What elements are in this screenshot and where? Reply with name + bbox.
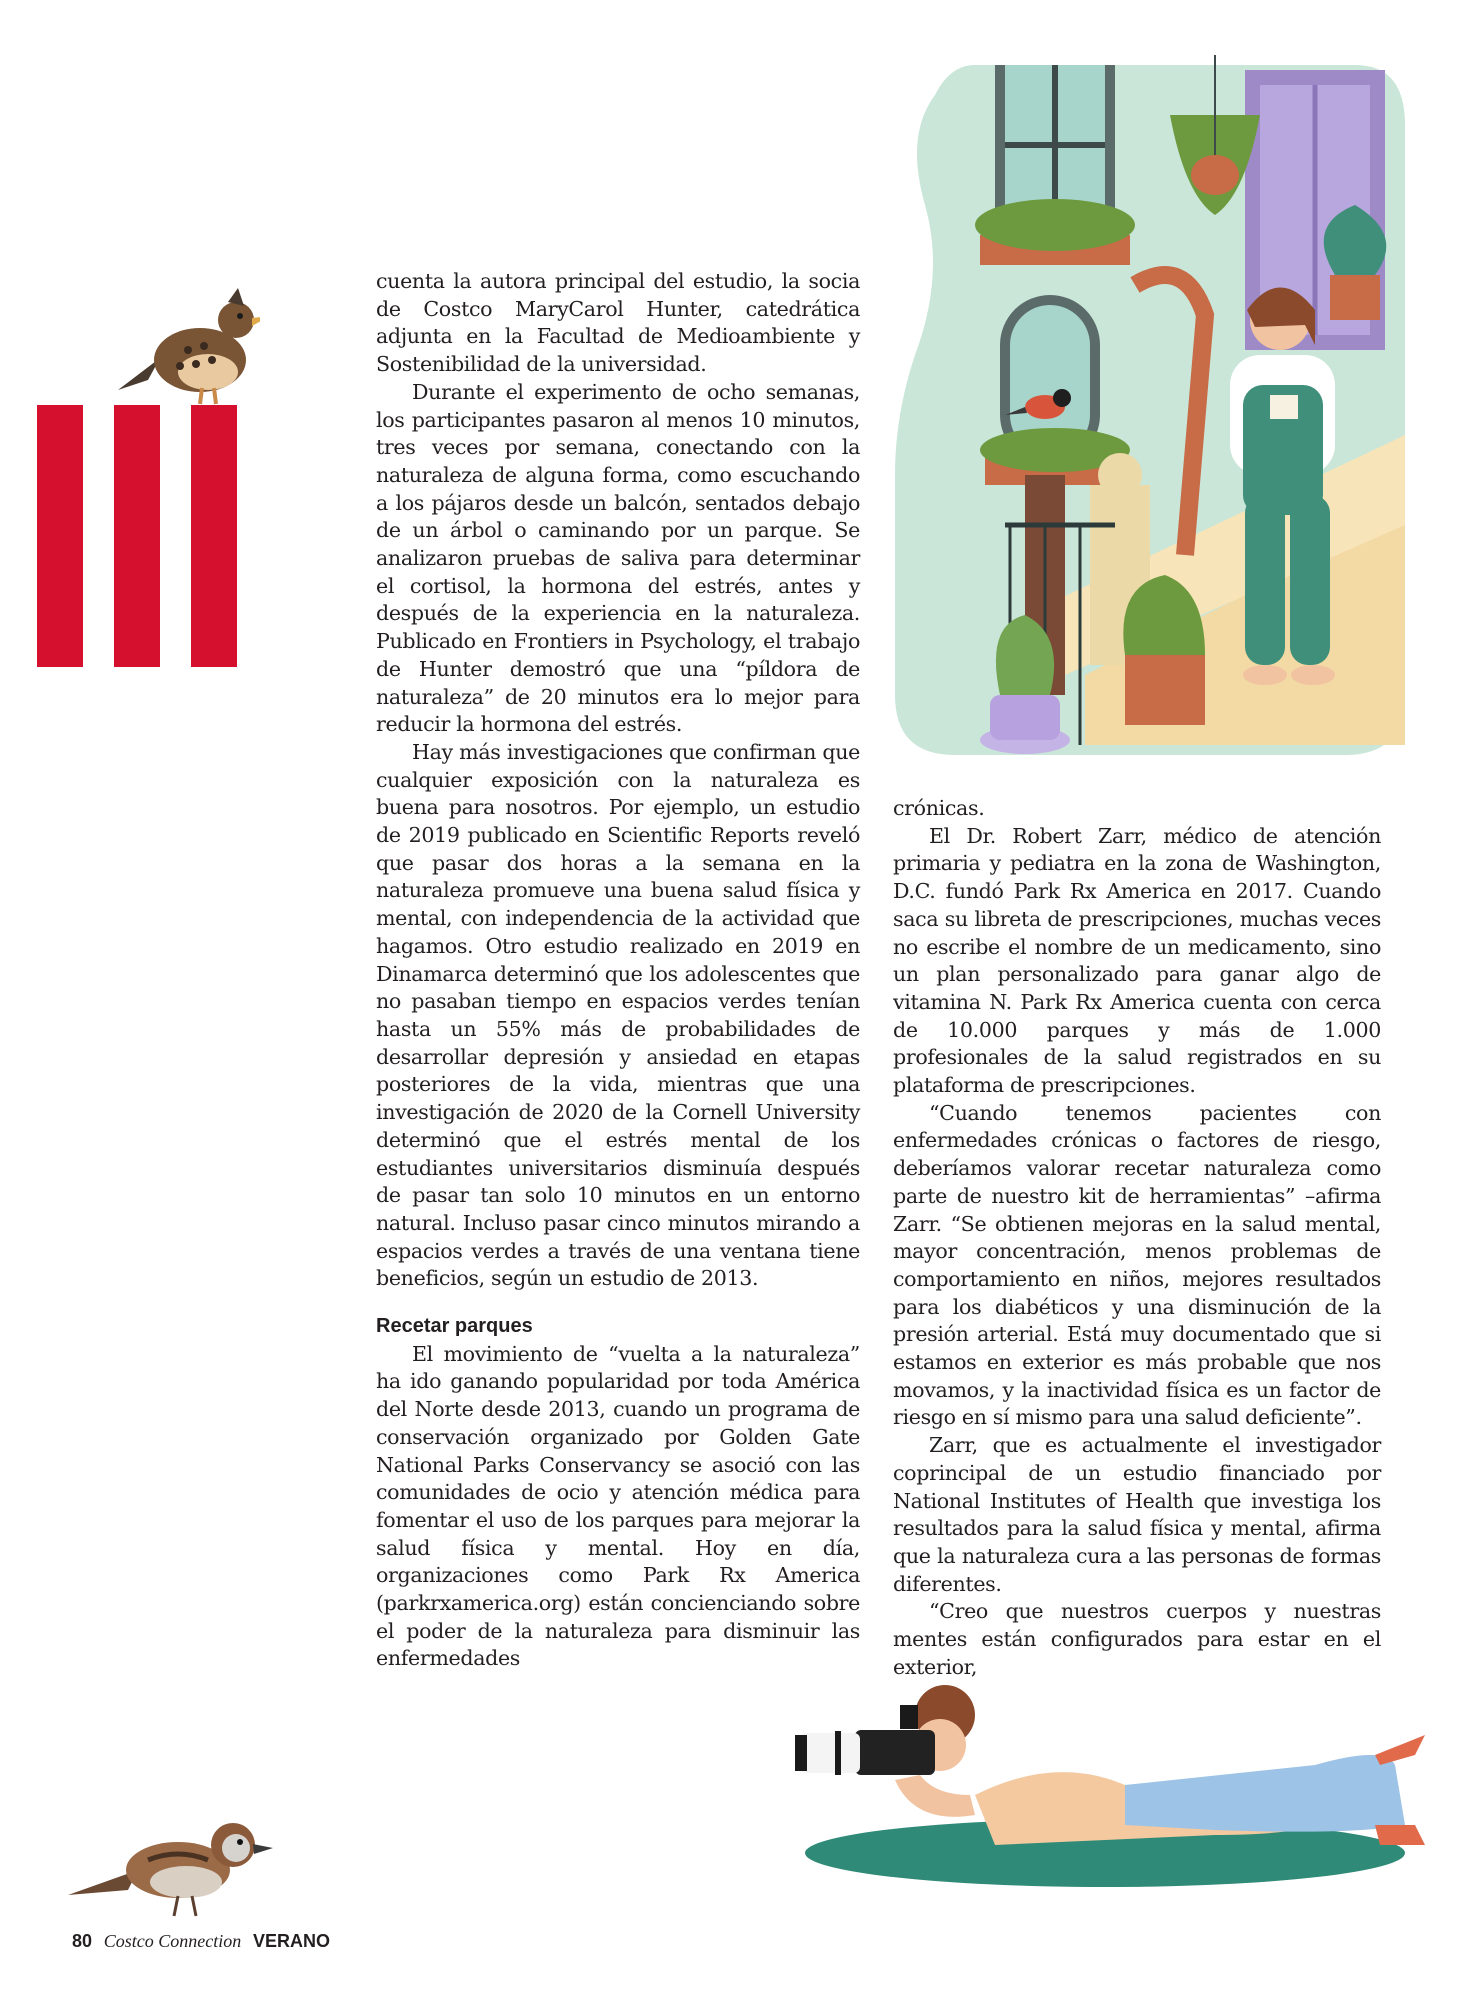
paragraph: crónicas. (893, 796, 985, 820)
paragraph: El Dr. Robert Zarr, médico de atención primaria y pediatra en la zona de Washington, D.C. fundó Park Rx America en 2017. Cuando saca su libreta de prescripciones, muchas veces no escribe el nombre de un medicamento, sino un plan personalizado para ganar algo de vitamina N. Park Rx America cuenta con cerca de 10.000 parques y más de 1.000 profesionales de la salud registrados en su plataforma de prescripciones. (893, 823, 1381, 1098)
red-stripes-bird-illustration (0, 280, 260, 680)
page-footer (72, 1930, 330, 1953)
sparrow-bird-icon (68, 1823, 273, 1916)
lark-bird-icon (118, 288, 260, 404)
page-number: 80 (72, 1931, 93, 1951)
photographer-illustration (795, 1685, 1425, 1895)
paragraph: El movimiento de “vuelta a la naturaleza” ha ido ganando popularidad por toda América del Norte desde 2013, cuando un programa de conservación organizado por Golden Gate National Parks Conservancy se asoció con las comunidades de ocio y atención médica para fomentar el uso de los parques para mejorar la salud física y mental. Hoy en día, organizaciones como Park Rx America (parkrxamerica.org) están concienciando sobre el poder de la naturaleza para disminuir las enfermedades (376, 1341, 860, 1671)
paragraph: Hay más investigaciones que confirman que cualquier exposición con la naturaleza es buena para nosotros. Por ejemplo, un estudio de 2019 publicado en Scientific Reports reveló que pasar dos horas a la semana en la naturaleza promueve una buena salud física y mental, con independencia de la actividad que hagamos. Otro estudio realizado en 2019 en Dinamarca determinó que los adolescentes que no pasaban tiempo en espacios verdes tenían hasta un 55% más de probabilidades de desarrollar depresión y ansiedad en etapas posteriores de la vida, mientras que una investigación de 2020 de la Cornell University determinó que el estrés mental de los estudiantes universitarios disminuía después de pasar tan solo 10 minutos en un entorno natural. Incluso pasar cinco minutos mirando a espacios verdes a través de una ventana tiene beneficios, según un estudio de 2013. (376, 739, 860, 1291)
article-column-right (893, 795, 1381, 1682)
section-name: VERANO (253, 1931, 331, 1951)
paragraph: cuenta la autora principal del estudio, la socia de Costco MaryCarol Hunter, catedrática adjunta en la Facultad de Medioambiente y Sostenibilidad de la universidad. (376, 269, 860, 377)
paragraph: Durante el experimento de ocho semanas, los participantes pasaron al menos 10 minutos, tres veces por semana, conectando con la naturaleza de alguna forma, como escuchando a los pájaros desde un balcón, sentados debajo de un árbol o caminando por un parque. Se analizaron pruebas de saliva para determinar el cortisol, la hormona del estrés, antes y después de la experiencia en la naturaleza. Publicado en Frontiers in Psychology, el trabajo de Hunter demostró que una “píldora de naturaleza” de 20 minutos era lo mejor para reducir la hormona del estrés. (376, 379, 860, 737)
red-stripe (114, 405, 160, 667)
article-column-left (376, 268, 860, 1673)
sparrow-illustration (68, 1800, 278, 1920)
red-stripe (37, 405, 83, 667)
paragraph: Zarr, que es actualmente el investigador coprincipal de un estudio financiado por National Institutes of Health que investiga los resultados para la salud física y mental, afirma que la naturaleza cura a las personas de formas diferentes. (893, 1433, 1381, 1596)
camera-icon (795, 1705, 935, 1775)
red-stripe (191, 405, 237, 667)
paragraph: “Cuando tenemos pacientes con enfermedades crónicas o factores de riesgo, deberíamos valorar recetar naturaleza como parte de nuestro kit de herramientas” –afirma Zarr. “Se obtienen mejoras en la salud mental, mayor concentración, menos problemas de comportamiento en niños, mejores resultados para los diabéticos y una disminución de la presión arterial. Está muy documentado que si estamos en exterior es más probable que nos movamos, y la inactividad física es un factor de riesgo en sí mismo para una salud deficiente”. (893, 1100, 1381, 1430)
woman-on-stairs-illustration (885, 55, 1415, 765)
magazine-name: Costco Connection (103, 1931, 242, 1951)
paragraph: “Creo que nuestros cuerpos y nuestras mentes están configurados para estar en el exterior, (893, 1599, 1381, 1679)
section-heading: Recetar parques (376, 1315, 533, 1338)
